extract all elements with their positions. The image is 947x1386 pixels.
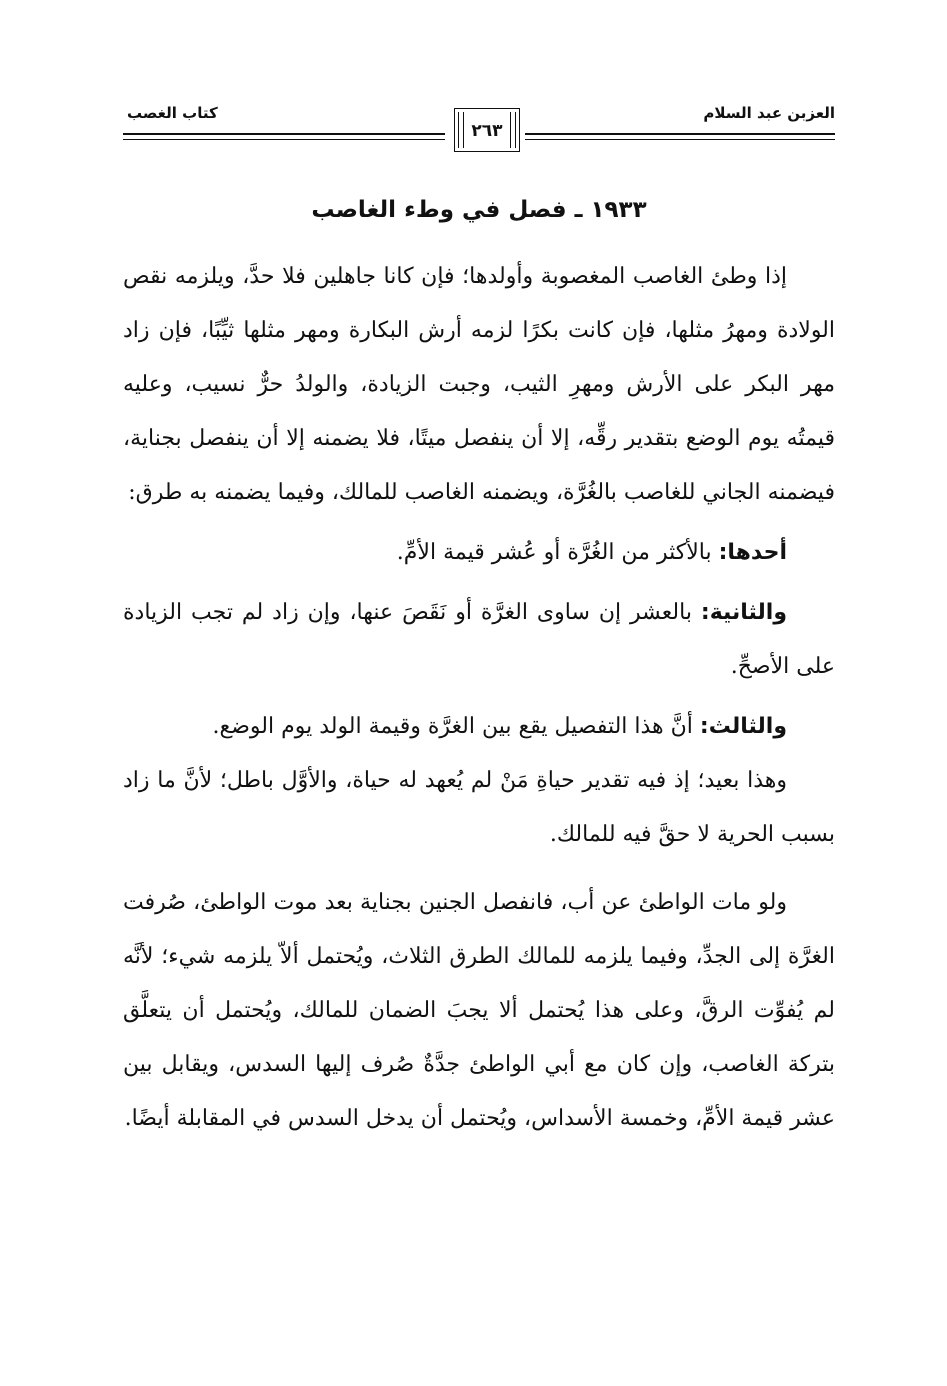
paragraph-2-text: بالأكثر من الغُرَّة أو عُشر قيمة الأمِّ. (396, 540, 719, 565)
paragraph-5 (123, 754, 835, 862)
page-number: ٢٦٣ (471, 121, 503, 141)
header-rule-left-top (123, 133, 445, 135)
header-author: العزبن عبد السلام (703, 104, 835, 122)
header-rule-left-bottom (123, 139, 445, 140)
body-text (123, 250, 835, 1146)
paragraph-5-text: وهذا بعيد؛ إذ فيه تقدير حياةِ مَنْ لم يُعهد له حياة، والأوَّل باطل؛ لأنَّ ما زاد بسبب الحرية لا حقَّ فيه للمالك. (123, 768, 835, 847)
paragraph-4 (123, 700, 835, 754)
page-number-frame (454, 108, 520, 152)
paragraph-6 (123, 876, 835, 1146)
header-book-section: كتاب الغصب (127, 104, 218, 122)
paragraph-3-text: بالعشر إن ساوى الغرَّة أو نَقَصَ عنها، وإن زاد لم تجب الزيادة على الأصحِّ. (123, 600, 835, 679)
paragraph-4-text: أنَّ هذا التفصيل يقع بين الغرَّة وقيمة الولد يوم الوضع. (212, 714, 700, 739)
section-heading: ١٩٣٣ ـ فصل في وطء الغاصب (311, 197, 647, 223)
paragraph-2 (123, 526, 835, 580)
paragraph-3 (123, 586, 835, 694)
paragraph-1 (123, 250, 835, 520)
paragraph-4-lead: والثالث: (699, 714, 787, 739)
header-rule-right-bottom (525, 139, 835, 140)
paragraph-6-text: ولو مات الواطئ عن أب، فانفصل الجنين بجناية بعد موت الواطئ، صُرفت الغرَّة إلى الجدِّ، وفيما يلزمه للمالك الطرق الثلاث، ويُحتمل ألاّ يلزمه شيء؛ لأنَّه لم يُفوِّت الرقَّ، وعلى هذا يُحتمل ألا يجبَ الضمان للمالك، ويُحتمل أن يتعلَّق بتركة الغاصب، وإن كان مع أبي الواطئ جدَّةٌ صُرف إليها السدس، ويقابل بين عشر قيمة الأمِّ، وخمسة الأسداس، ويُحتمل أن يدخل السدس في المقابلة أيضًا. (123, 890, 835, 1131)
paragraph-3-lead: والثانية: (700, 600, 787, 625)
paragraph-1-text: إذا وطئ الغاصب المغصوبة وأولدها؛ فإن كانا جاهلين فلا حدَّ، ويلزمه نقص الولادة ومهرُ مثلها، فإن كانت بكرًا لزمه أرش البكارة ومهر مثلها ثيِّبًا، فإن زاد مهر البكر على الأرش ومهرِ الثيب، وجبت الزيادة، والولدُ حرٌّ نسيب، وعليه قيمتُه يوم الوضع بتقدير رقِّه، إلا أن ينفصل ميتًا، فلا يضمنه إلا أن ينفصل بجناية، فيضمنه الجاني للغاصب بالغُرَّة، ويضمنه الغاصب للمالك، وفيما يضمنه به طرق: (123, 264, 836, 505)
header-rule-right-top (525, 133, 835, 135)
running-header (123, 100, 835, 160)
paragraph-2-lead: أحدها: (718, 540, 787, 565)
